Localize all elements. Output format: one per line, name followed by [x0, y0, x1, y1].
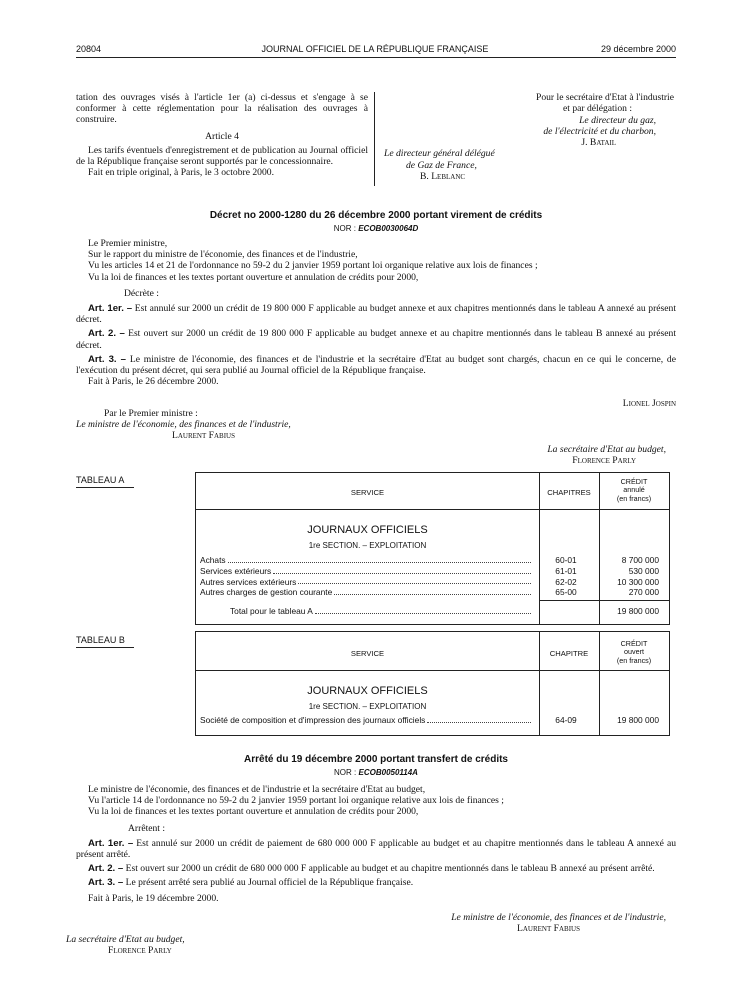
- decree-article-1: [76, 303, 676, 325]
- ministre-economie: Le ministre de l'économie, des finances et de l'industrie,: [76, 419, 291, 431]
- arrete-article-3: [76, 877, 676, 888]
- par-premier-ministre: Par le Premier ministre :: [104, 408, 198, 419]
- row-chapitre: 60-01: [555, 555, 577, 565]
- row-credit: 270 000: [628, 587, 659, 598]
- table-row: [200, 587, 667, 598]
- decree-title: Décret no 2000-1280 du 26 décembre 2000 portant virement de crédits: [209, 210, 543, 221]
- premier-ministre-block: [76, 408, 396, 442]
- table-row: [200, 715, 667, 726]
- tableau-a: [195, 472, 670, 625]
- arrete-line-1: Le ministre de l'économie, des finances et de l'industrie et la secrétaire d'Etat au budget,: [88, 784, 426, 795]
- sig-line-3: Le directeur du gaz,: [579, 114, 656, 126]
- row-service: Société de composition et d'impression des journaux officiels: [200, 715, 426, 725]
- column-divider: [374, 92, 375, 186]
- credit-h2: annulé: [623, 485, 645, 495]
- decree-article-2: [76, 328, 676, 350]
- total-label: Total pour le tableau A: [230, 606, 313, 616]
- row-credit: 8 700 000: [621, 555, 659, 565]
- tableau-a-col-service: SERVICE: [350, 488, 385, 497]
- row-chapitre: 65-00: [555, 587, 577, 598]
- credit-h2: ouvert: [624, 647, 644, 657]
- sig-line-6: Le directeur général délégué: [384, 148, 495, 160]
- row-credit: 10 300 000: [617, 576, 659, 587]
- arrete-fabius: Laurent Fabius: [517, 923, 580, 935]
- tableau-b-col-chapitre: CHAPITRE: [549, 649, 589, 658]
- secretaire-budget-block: [420, 444, 666, 466]
- art1-label: Art. 1er. –: [88, 837, 134, 849]
- art2-text: Est ouvert sur 2000 un crédit de 19 800 000 F applicable au budget annexe et au chapitre mentionnés dans le tableau B annexé au présent décret.: [76, 328, 676, 351]
- sig-line-1: Pour le secrétaire d'Etat à l'industrie: [536, 92, 674, 103]
- table-row: [200, 555, 667, 566]
- row-credit: 19 800 000: [617, 715, 659, 725]
- nor-code: ECOB0050114A: [358, 768, 418, 777]
- row-service: Achats: [200, 555, 226, 565]
- decree-nor: [76, 223, 676, 235]
- issue-date: 29 décembre 2000: [600, 44, 676, 54]
- decree-line-2: Sur le rapport du ministre de l'économie, des finances et de l'industrie,: [88, 249, 358, 261]
- art3-label: Art. 3. –: [88, 877, 124, 889]
- decrete: Décrète :: [124, 287, 159, 299]
- tableau-b-col-credit: [599, 640, 669, 665]
- tarifs-paragraph: Les tarifs éventuels d'enregistrement et de publication au Journal officiel de la République française seront supportés par le concessionnaire.: [76, 144, 368, 168]
- tableau-a-rule: [76, 487, 134, 488]
- arrete-secretaire: La secrétaire d'Etat au budget,: [66, 934, 185, 945]
- arrete-ministre-block: [376, 912, 666, 934]
- arrete-parly: Florence Parly: [108, 945, 172, 957]
- top-right-signatures: [380, 92, 676, 182]
- tableau-a-section-title: JOURNAUX OFFICIELS: [307, 524, 428, 536]
- row-chapitre: 64-09: [555, 715, 577, 725]
- continued-paragraph: tation des ouvrages visés à l'article 1er (a) ci-dessus et s'engage à se conformer à cette réglementation pour la réalisation des ouvrages à construire.: [76, 92, 368, 126]
- nor-code: ECOB0030064D: [358, 224, 419, 233]
- decree-article-3: [76, 354, 676, 376]
- table-row: [200, 577, 667, 588]
- sig-line-7: de Gaz de France,: [406, 159, 477, 171]
- decree-line-3: Vu les articles 14 et 21 de l'ordonnance no 59-2 du 2 janvier 1959 portant loi organique relative aux lois de finances ;: [88, 260, 538, 272]
- page-number: 20804: [76, 44, 102, 54]
- arrete-article-1: [76, 838, 676, 860]
- credit-h3: (en francs): [616, 655, 652, 665]
- tableau-a-col-credit: [599, 478, 669, 503]
- art2-text: Est ouvert sur 2000 un crédit de 680 000 000 F applicable au budget et au chapitre mentionnés dans le tableau B annexé au présent arrêté.: [125, 863, 655, 875]
- tableau-a-total: [230, 606, 667, 617]
- nor-label: NOR :: [333, 224, 356, 233]
- tableau-b-col-service: SERVICE: [350, 649, 385, 658]
- tableau-b: [195, 631, 670, 736]
- tableau-b-section-title: JOURNAUX OFFICIELS: [307, 685, 428, 697]
- arrete-line-3: Vu la loi de finances et les textes portant ouverture et annulation de crédits pour 2000,: [88, 806, 419, 818]
- journal-title: JOURNAL OFFICIEL DE LA RÉPUBLIQUE FRANÇAISE: [261, 44, 489, 54]
- sig-line-5: J. Batail: [581, 137, 616, 149]
- tableau-a-label: TABLEAU A: [76, 475, 125, 485]
- art3-text: Le présent arrêté sera publié au Journal officiel de la République française.: [125, 877, 414, 889]
- total-value: 19 800 000: [617, 606, 659, 616]
- arretent: Arrêtent :: [128, 822, 166, 834]
- arrete-ministre: Le ministre de l'économie, des finances et de l'industrie,: [451, 912, 666, 923]
- decree-body: [76, 238, 676, 387]
- row-chapitre: 61-01: [555, 565, 577, 576]
- decree-fait: Fait à Paris, le 26 décembre 2000.: [88, 376, 219, 388]
- art1-text: Est annulé sur 2000 un crédit de 19 800 000 F applicable au budget annexe et aux chapitres mentionnés dans le tableau A annexé au présent décret.: [76, 303, 677, 326]
- art2-label: Art. 2. –: [88, 863, 124, 875]
- arrete-title: Arrêté du 19 décembre 2000 portant transfert de crédits: [244, 754, 508, 765]
- art3-text: Le ministre de l'économie, des finances et de l'industrie et la secrétaire d'Etat au budget sont chargés, chacun en ce qui le concerne, de l'exécution du présent décret, qui sera publié au Journal officiel de la République française.: [76, 353, 676, 377]
- sig-line-4: de l'électricité et du charbon,: [543, 125, 656, 137]
- tableau-a-subtotal-rule: [539, 600, 669, 601]
- row-chapitre: 62-02: [555, 576, 577, 587]
- arrete-body: [76, 784, 676, 904]
- arrete-nor: [76, 767, 676, 779]
- table-row: [200, 566, 667, 577]
- article-4-heading: Article 4: [205, 130, 239, 142]
- credit-h3: (en francs): [616, 493, 652, 503]
- credit-h1: CRÉDIT: [620, 639, 648, 648]
- art2-label: Art. 2. –: [88, 328, 125, 340]
- laurent-fabius: Laurent Fabius: [172, 430, 235, 442]
- sig-line-2: et par délégation :: [563, 103, 632, 115]
- row-credit: 530 000: [628, 565, 659, 576]
- tableau-a-col-chapitres: CHAPITRES: [547, 488, 591, 497]
- arrete-line-2: Vu l'article 14 de l'ordonnance no 59-2 du 2 janvier 1959 portant loi organique relative aux lois de finances ;: [88, 795, 504, 807]
- fait-paragraph: Fait en triple original, à Paris, le 3 octobre 2000.: [88, 167, 274, 179]
- art1-text: Est annulé sur 2000 un crédit de paiement de 680 000 000 F applicable au budget et au chapitre mentionnés dans le tableau A annexé au présent arrêté.: [76, 837, 676, 861]
- tableau-b-rule: [76, 647, 134, 648]
- art1-label: Art. 1er. –: [88, 303, 133, 315]
- row-service: Services extérieurs: [200, 565, 272, 576]
- tableau-b-section-sub: 1re SECTION. – EXPLOITATION: [308, 702, 427, 711]
- tableau-a-rows: [200, 555, 667, 598]
- decree-line-4: Vu la loi de finances et les textes portant ouverture et annulation de crédits pour 2000,: [88, 271, 419, 283]
- art3-label: Art. 3. –: [88, 353, 127, 365]
- tableau-a-section-sub: 1re SECTION. – EXPLOITATION: [308, 541, 427, 550]
- top-left-column: [76, 92, 368, 178]
- header-rule: [76, 57, 676, 58]
- row-service: Autres charges de gestion courante: [200, 587, 333, 598]
- arrete-fait: Fait à Paris, le 19 décembre 2000.: [88, 892, 219, 904]
- decree-signer: Lionel Jospin: [622, 398, 676, 409]
- nor-label: NOR :: [334, 768, 357, 777]
- sig-line-8: B. Leblanc: [420, 171, 466, 183]
- decree-line-1: Le Premier ministre,: [88, 238, 168, 249]
- row-service: Autres services extérieurs: [200, 576, 297, 587]
- florence-parly: Florence Parly: [572, 455, 636, 467]
- secretaire-budget: La secrétaire d'Etat au budget,: [547, 444, 666, 455]
- arrete-article-2: [76, 863, 676, 874]
- arrete-secretaire-block: [66, 934, 306, 956]
- tableau-b-label: TABLEAU B: [76, 635, 125, 645]
- credit-h1: CRÉDIT: [620, 477, 648, 486]
